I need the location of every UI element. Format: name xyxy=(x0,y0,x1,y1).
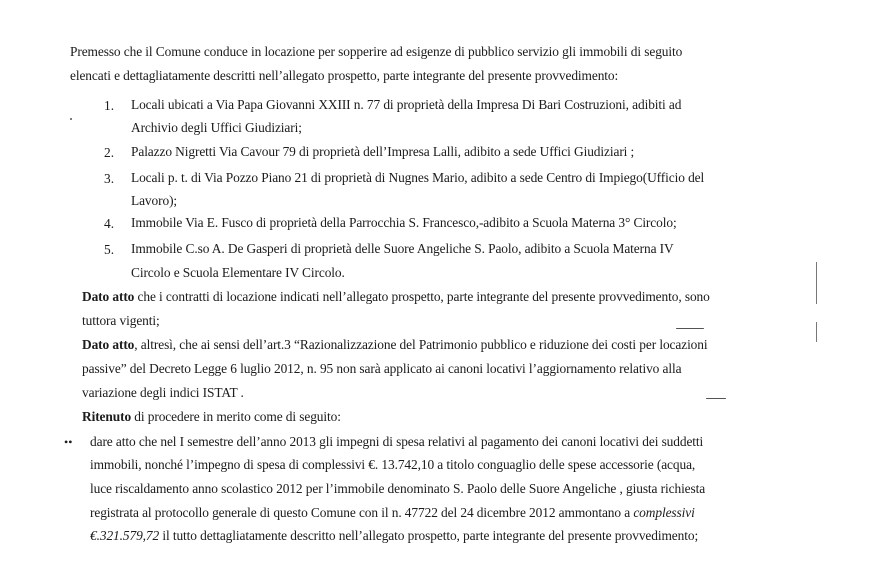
dato-atto-1-line-1 xyxy=(82,289,710,305)
item-3-line-2: Lavoro); xyxy=(131,193,178,208)
dato-atto-2-line-1 xyxy=(82,337,708,353)
dato-atto-2-line-2: passive” del Decreto Legge 6 luglio 2012, n. 95 non sarà applicato ai canoni locativi l’aggiornamento relativo alla xyxy=(82,361,682,376)
bullet-line-4-text: registrata al protocollo generale di questo Comune con il n. 47722 del 24 dicembre 2012 ammontano a xyxy=(90,505,634,520)
bullet-marker-icon: •• xyxy=(64,435,73,449)
item-5-line-1: Immobile C.so A. De Gasperi di proprietà delle Suore Angeliche S. Paolo, adibito a Scuola Materna IV xyxy=(131,241,674,256)
item-1-number: 1. xyxy=(104,98,115,113)
item-1-line-2: Archivio degli Uffici Giudiziari; xyxy=(131,120,302,135)
item-2-number: 2. xyxy=(104,145,115,160)
item-5-number: 5. xyxy=(104,242,115,257)
scan-margin-line xyxy=(816,262,817,304)
dato-atto-1-text: che i contratti di locazione indicati nell’allegato prospetto, parte integrante del presente provvedimento, sono xyxy=(134,289,710,304)
bullet-total-amount: €.321.579,72 xyxy=(90,528,160,543)
ritenuto-lead: Ritenuto xyxy=(82,409,132,424)
bullet-line-4-italic: complessivi xyxy=(633,505,695,520)
item-2-line-1: Palazzo Nigretti Via Cavour 79 di proprietà dell’Impresa Lalli, adibito a sede Uffici Giudiziari ; xyxy=(131,144,635,159)
scan-margin-line-2 xyxy=(816,322,817,342)
bullet-line-4 xyxy=(90,505,695,521)
dato-atto-2-line-3: variazione degli indici ISTAT . xyxy=(82,385,244,400)
item-3-number: 3. xyxy=(104,171,115,186)
bullet-line-5-text: il tutto dettagliatamente descritto nell’allegato prospetto, parte integrante del presente provvedimento; xyxy=(159,528,699,543)
bullet-line-2: immobili, nonché l’impegno di spesa di complessivi €. 13.742,10 a titolo conguaglio delle spese accessorie (acqua, xyxy=(90,457,696,472)
ritenuto-text: di procedere in merito come di seguito: xyxy=(131,409,341,424)
scan-smudge-2 xyxy=(706,398,726,399)
scan-smudge xyxy=(676,328,704,329)
intro-line-1: Premesso che il Comune conduce in locazione per sopperire ad esigenze di pubblico servizio gli immobili di seguito xyxy=(70,44,683,59)
bullet-line-5 xyxy=(90,528,698,544)
dato-atto-2-text: , altresì, che ai sensi dell’art.3 “Razionalizzazione del Patrimonio pubblico e riduzione dei costi per locazioni xyxy=(134,337,708,352)
intro-line-2: elencati e dettagliatamente descritti nell’allegato prospetto, parte integrante del presente provvedimento: xyxy=(70,68,619,83)
item-3-line-1: Locali p. t. di Via Pozzo Piano 21 di proprietà di Nugnes Mario, adibito a sede Centro di Impiego(Ufficio del xyxy=(131,170,705,185)
dato-atto-1-lead: Dato atto xyxy=(82,289,135,304)
bullet-line-3: luce riscaldamento anno scolastico 2012 per l’immobile denominato S. Paolo delle Suore Angeliche , giusta richiesta xyxy=(90,481,706,496)
dato-atto-2-lead: Dato atto xyxy=(82,337,135,352)
scan-speck xyxy=(70,118,72,120)
item-4-line-1: Immobile Via E. Fusco di proprietà della Parrocchia S. Francesco,-adibito a Scuola Materna 3° Circolo; xyxy=(131,215,677,230)
item-4-number: 4. xyxy=(104,216,115,231)
ritenuto-line xyxy=(82,409,341,425)
bullet-line-1: dare atto che nel I semestre dell’anno 2013 gli impegni di spesa relativi al pagamento dei canoni locativi dei suddetti xyxy=(90,434,704,449)
item-5-line-2: Circolo e Scuola Elementare IV Circolo. xyxy=(131,265,345,280)
item-1-line-1: Locali ubicati a Via Papa Giovanni XXIII n. 77 di proprietà della Impresa Di Bari Costruzioni, adibiti ad xyxy=(131,97,682,112)
dato-atto-1-line-2: tuttora vigenti; xyxy=(82,313,160,328)
